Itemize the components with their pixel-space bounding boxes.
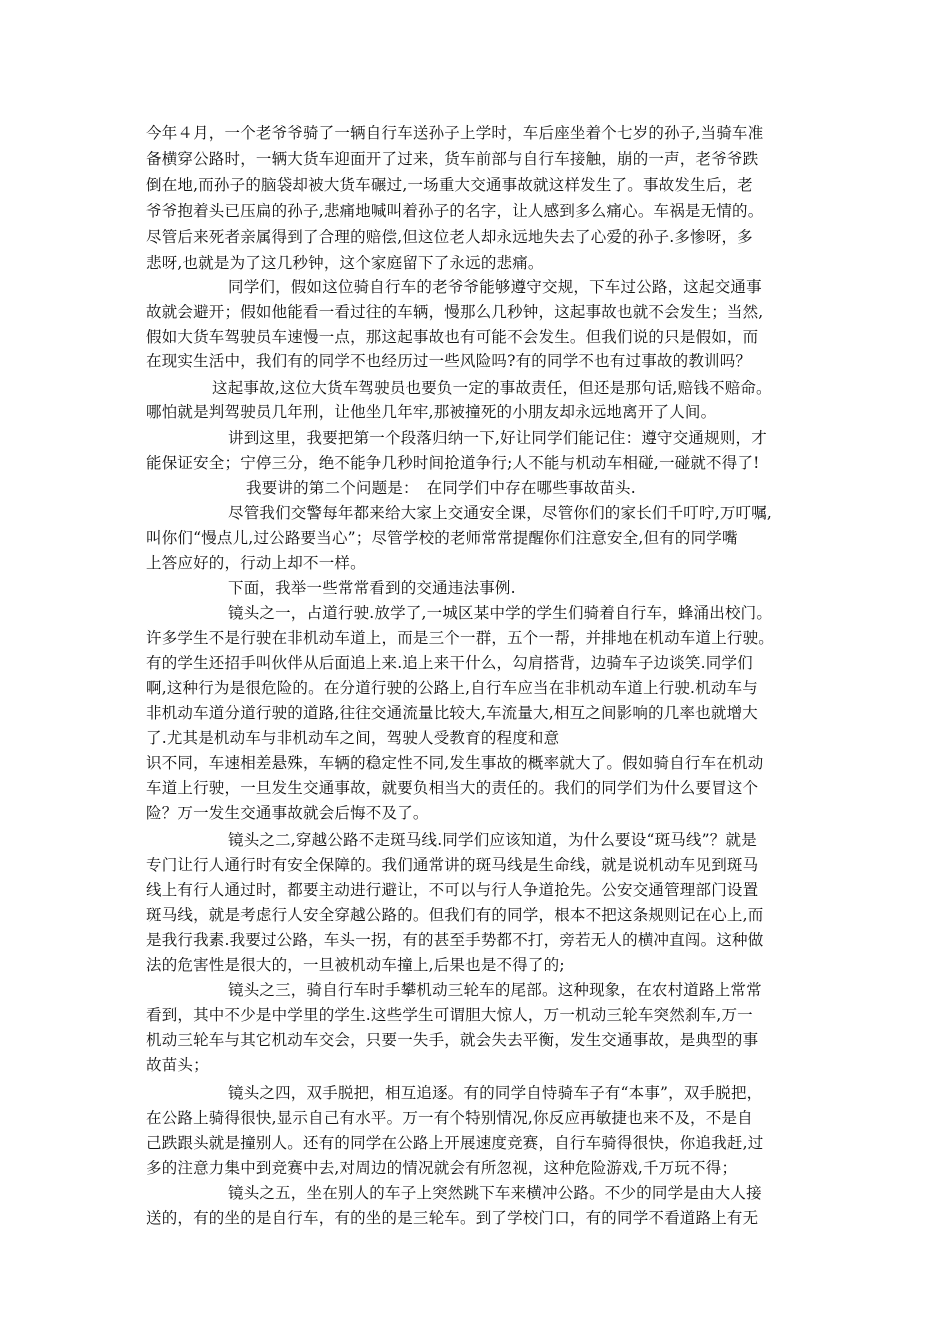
text-line: 故就会避开；假如他能看一看过往的车辆，慢那么几秒钟，这起事故也就不会发生；当然, [146,303,764,321]
text-line: 法的危害性是很大的，一旦被机动车撞上,后果也是不得了的; [146,956,565,974]
text-line: 叫你们“慢点儿,过公路要当心”；尽管学校的老师常常提醒你们注意安全,但有的同学嘴 [146,529,738,547]
text-line: 这起事故,这位大货车驾驶员也要负一定的事故责任，但还是那句话,赔钱不赔命。 [212,379,772,397]
text-line: 是我行我素.我要过公路，车头一拐，有的甚至手势都不打，旁若无人的横冲直闯。这种做 [146,931,764,949]
text-line: 啊,这种行为是很危险的。在分道行驶的公路上,自行车应当在非机动车道上行驶.机动车与 [146,679,758,697]
text-line: 今年４月，一个老爷爷骑了一辆自行车送孙子上学时，车后座坐着个七岁的孙子,当骑车准 [146,124,764,142]
text-line: 尽管后来死者亲属得到了合理的赔偿,但这位老人却永远地失去了心爱的孙子.多惨呀，多 [146,228,753,246]
text-line: 在公路上骑得很快,显示自己有水平。万一有个特别情况,你反应再敏捷也来不及，不是自 [146,1109,753,1127]
text-line: 线上有行人通过时，都要主动进行避让，不可以与行人争道抢先。公安交通管理部门设置 [146,881,759,899]
text-line: 我要讲的第二个问题是： 在同学们中存在哪些事故苗头. [246,479,636,497]
text-line: 悲呀,也就是为了这几秒钟，这个家庭留下了永远的悲痛。 [146,254,544,272]
text-line: 备横穿公路时，一辆大货车迎面开了过来，货车前部与自行车接触，崩的一声，老爷爷跌 [146,150,759,168]
text-line: 车道上行驶，一旦发生交通事故，就要负相当大的责任的。我们的同学们为什么要冒这个 [146,779,759,797]
text-line: 下面，我举一些常常看到的交通违法事例. [228,579,516,597]
text-line: 许多学生不是行驶在非机动车道上，而是三个一群，五个一帮，并排地在机动车道上行驶。 [146,629,775,647]
text-line: 镜头之三，骑自行车时手攀机动三轮车的尾部。这种现象，在农村道路上常常 [228,981,762,999]
text-line: 倒在地,而孙子的脑袋却被大货车碾过,一场重大交通事故就这样发生了。事故发生后，老 [146,176,753,194]
text-line: 在现实生活中，我们有的同学不也经历过一些风险吗?有的同学不也有过事故的教训吗？ [146,352,752,370]
text-line: 多的注意力集中到竞赛中去,对周边的情况就会有所忽视，这种危险游戏,千万玩不得； [146,1159,738,1177]
text-line: 己跌跟头就是撞别人。还有的同学在公路上开展速度竞赛，自行车骑得很快，你追我赶,过 [146,1134,764,1152]
text-line: 爷爷抱着头已压扁的孙子,悲痛地喊叫着孙子的名字，让人感到多么痛心。车祸是无情的。 [146,202,764,220]
text-line: 了.尤其是机动车与非机动车之间，驾驶人受教育的程度和意 [146,729,560,747]
text-line: 镜头之一，占道行驶.放学了,一城区某中学的学生们骑着自行车，蜂涌出校门。 [228,604,773,622]
text-line: 送的，有的坐的是自行车，有的坐的是三轮车。到了学校门口，有的同学不看道路上有无 [146,1209,759,1227]
text-line: 尽管我们交警每年都来给大家上交通安全课，尽管你们的家长们千叮咛,万叮嘱, [228,504,773,522]
text-line: 斑马线，就是考虑行人安全穿越公路的。但我们有的同学，根本不把这条规则记在心上,而 [146,906,764,924]
text-line: 镜头之五，坐在别人的车子上突然跳下车来横冲公路。不少的同学是由大人接 [228,1184,762,1202]
text-line: 假如大货车驾驶员车速慢一点，那这起事故也有可能不会发生。但我们说的只是假如，而 [146,328,759,346]
text-line: 险？万一发生交通事故就会后悔不及了。 [146,804,429,822]
text-line: 专门让行人通行时有安全保障的。我们通常讲的斑马线是生命线，就是说机动车见到斑马 [146,856,759,874]
text-line: 上答应好的，行动上却不一样。 [146,554,366,572]
text-line: 哪怕就是判驾驶员几年刑，让他坐几年牢,那被撞死的小朋友却永远地离开了人间。 [146,403,717,421]
text-line: 有的学生还招手叫伙伴从后面追上来.追上来干什么，勾肩搭背，边骑车子边谈笑.同学们 [146,654,753,672]
text-line: 讲到这里，我要把第一个段落归纳一下,好让同学们能记住：遵守交通规则，才 [228,429,767,447]
text-line: 机动三轮车与其它机动车交会，只要一失手，就会失去平衡，发生交通事故，是典型的事 [146,1031,759,1049]
text-line: 同学们，假如这位骑自行车的老爷爷能够遵守交规，下车过公路，这起交通事 [228,278,762,296]
text-line: 镜头之二,穿越公路不走斑马线.同学们应该知道，为什么要设“斑马线”？就是 [228,831,757,849]
text-line: 镜头之四，双手脱把，相互追逐。有的同学自恃骑车子有“本事”，双手脱把， [228,1084,763,1102]
text-line: 看到，其中不少是中学里的学生.这些学生可谓胆大惊人，万一机动三轮车突然刹车,万一 [146,1006,753,1024]
text-line: 非机动车道分道行驶的道路,往往交通流量比较大,车流量大,相互之间影响的几率也就增大 [146,704,758,722]
text-line: 故苗头； [146,1056,209,1074]
text-line: 识不同，车速相差悬殊，车辆的稳定性不同,发生事故的概率就大了。假如骑自行车在机动 [146,754,764,772]
text-line: 能保证安全；宁停三分，绝不能争几秒时间抢道争行;人不能与机动车相碰,一碰就不得了! [146,454,760,472]
